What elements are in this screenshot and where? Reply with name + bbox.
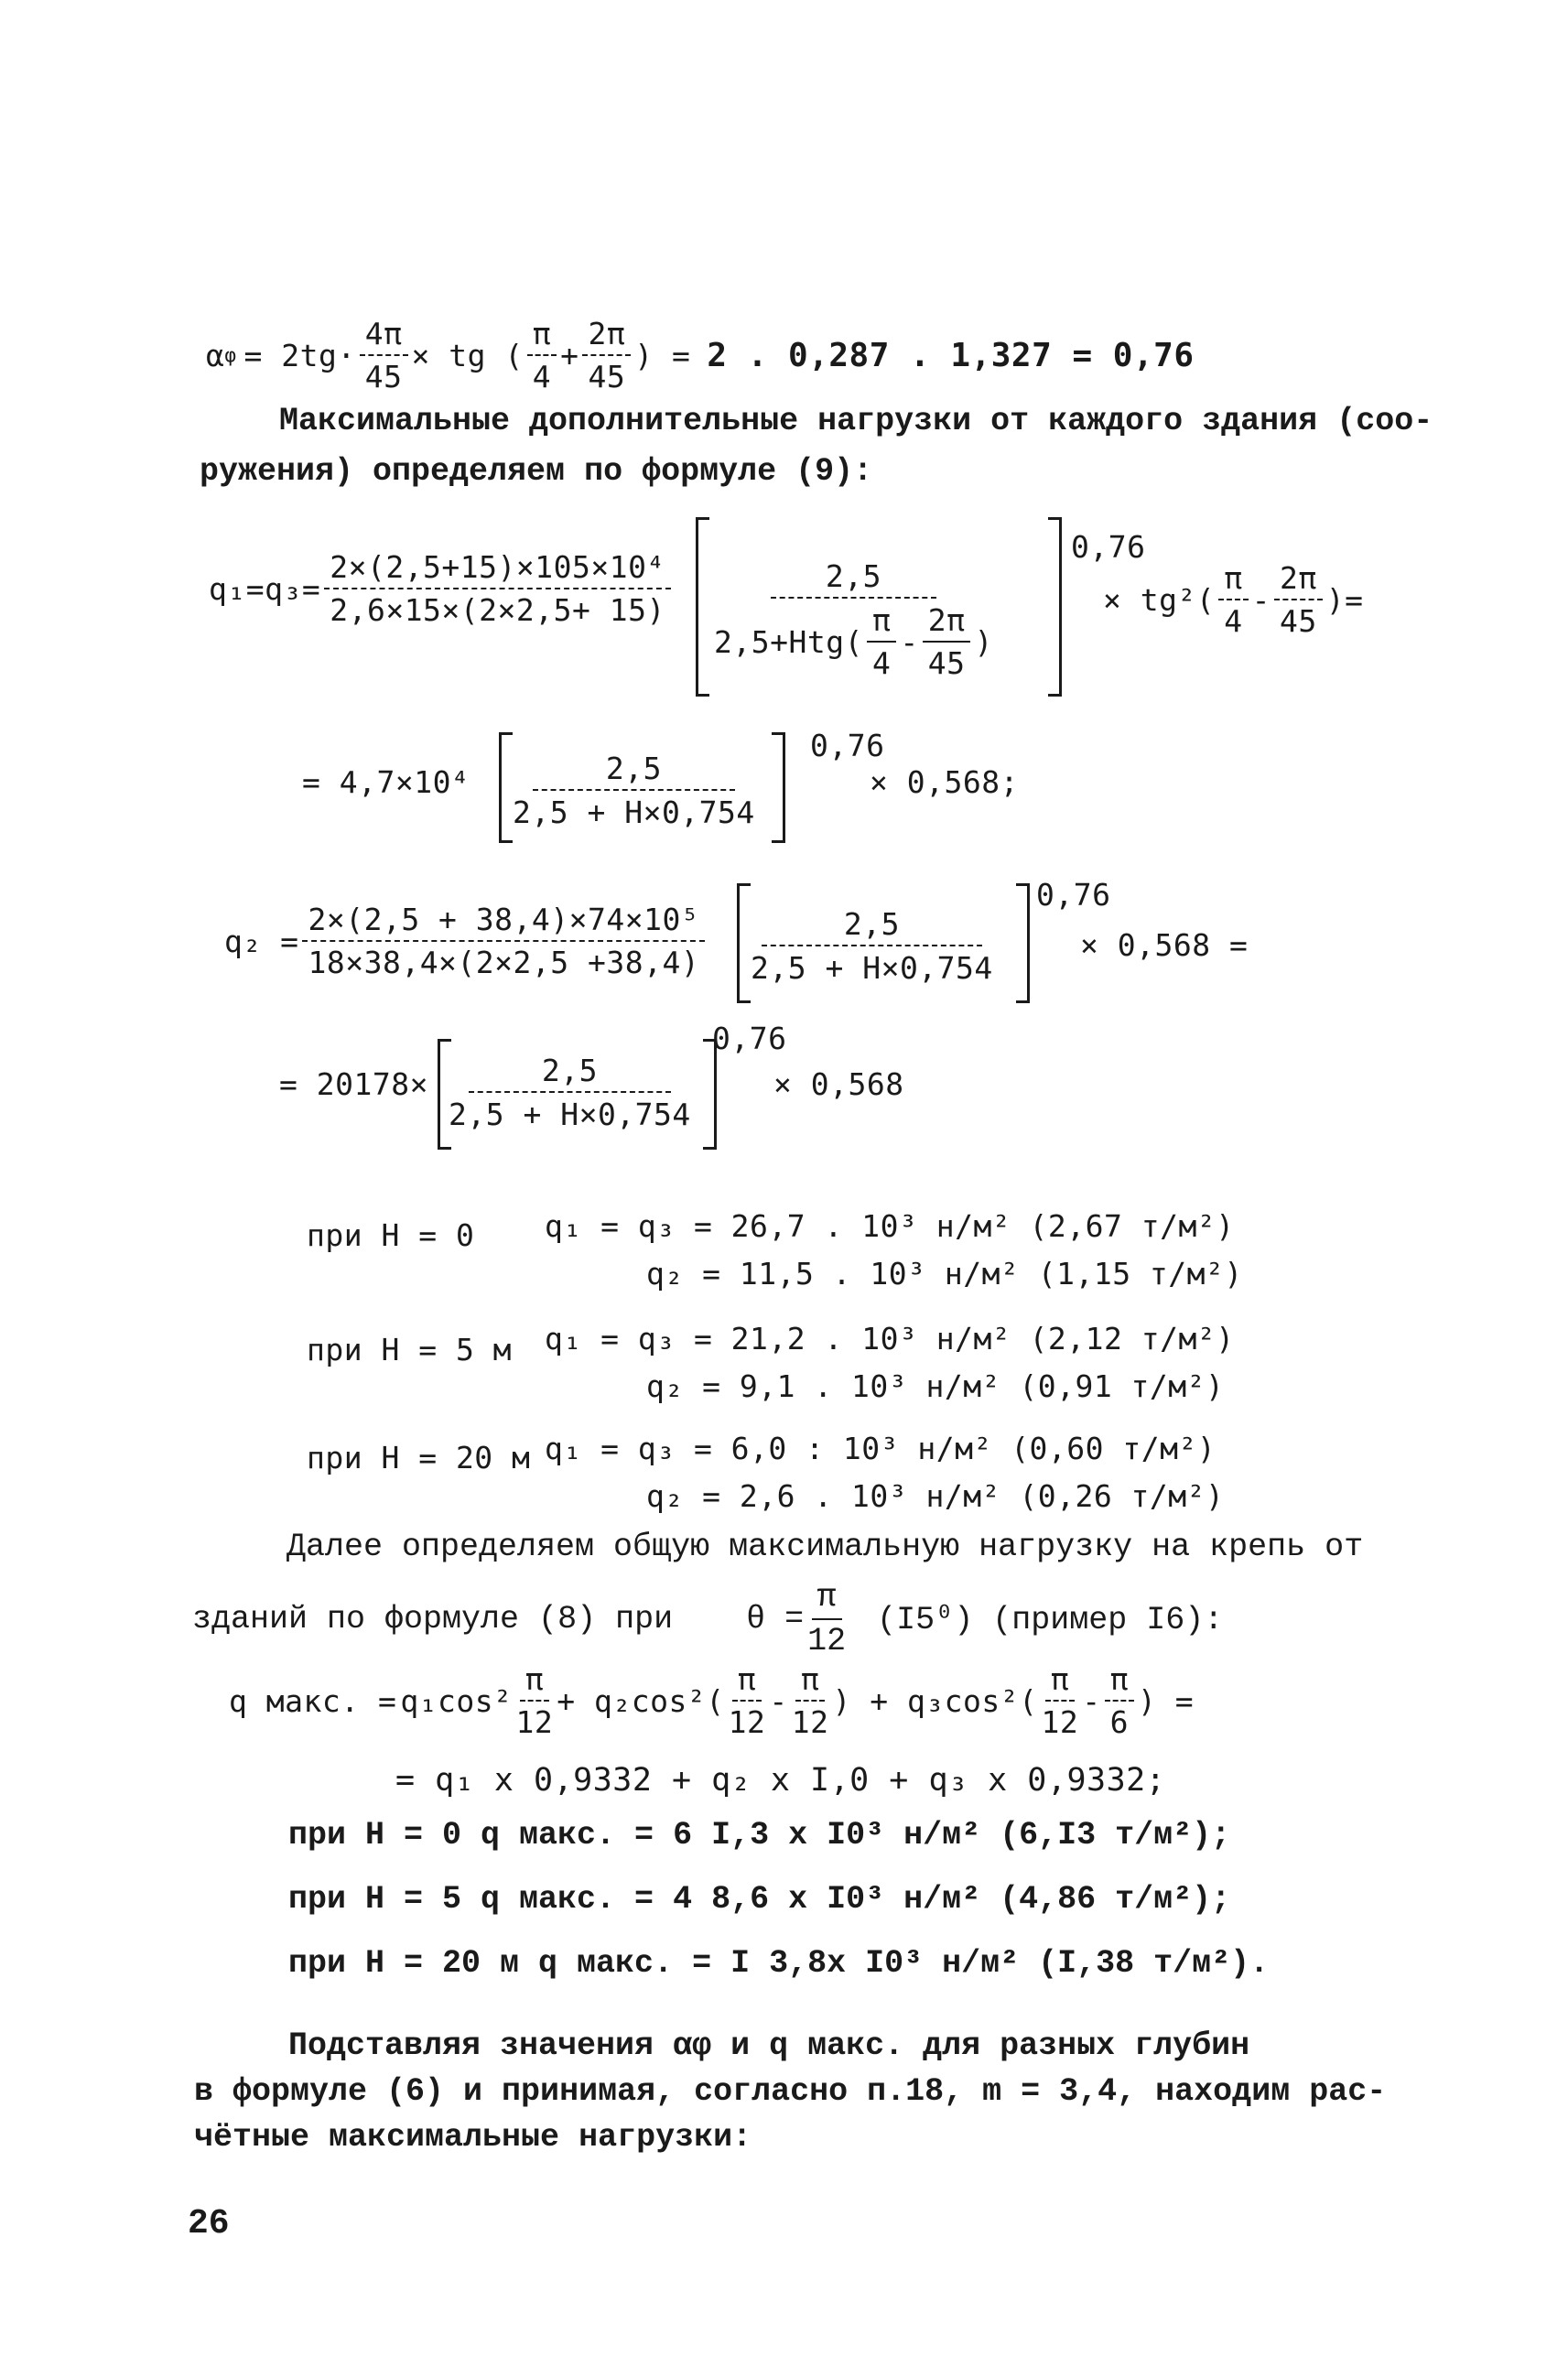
q2b-tail: × 0,568 [773,1066,904,1102]
result-h0-q2: q₂ = 11,5 . 10³ н/м² (1,15 т/м²) [646,1256,1243,1292]
paragraph-1-line-1: Максимальные дополнительные нагрузки от каждого здания (соо- [279,403,1433,439]
alpha-close: ) = [634,337,691,373]
q2b-lhs: = 20178× [279,1066,428,1102]
paragraph-3-line-1: Подставляя значения αφ и q макс. для разных глубин [288,2027,1250,2064]
result-h5-q1q3: q₁ = q₃ = 21,2 . 10³ н/м² (2,12 т/м²) [545,1321,1235,1357]
paragraph-3-line-2: в формуле (6) и принимая, согласно п.18, m = 3,4, находим рас- [194,2073,1387,2110]
paragraph-2-line-1: Далее определяем общую максимальную нагрузку на крепь от [287,1529,1364,1565]
times-tg: × tg ( [411,337,524,373]
qmax-result-h5: при H = 5 q макс. = 4 8,6 x I0³ н/м² (4,86 т/м²); [288,1881,1231,1918]
formula-alpha [206,316,1195,395]
paragraph-2-line-2: зданий по формуле (8) при θ = $\frac{\pi}{12}$ (I5⁰) (пример I6): [192,1579,1224,1659]
formula-q2 [224,902,708,980]
alpha-symbol: α [206,337,225,373]
q2-tail: × 0,568 = [1080,927,1249,963]
frac-4pi-45: $\frac{4\pi}{45}$ [360,316,408,395]
q1b-tail: × 0,568; [870,764,1019,800]
q1b-bracket-left [499,732,513,843]
plus-sign: + [560,337,579,373]
q1-main-fraction: $\frac{\text{2×(2,5+15)×105×10⁴}}{2,6\times 15\times(2\times 2,5+ 15)}$ [324,549,671,628]
formula-qmax-2: = q₁ x 0,9332 + q₂ x I,0 + q₃ x 0,9332; [395,1762,1166,1799]
q1b-lhs: = 4,7×10⁴ [302,764,470,800]
q2-inner: 2,5 2,5 + H×0,754 [751,906,993,986]
formula-qmax: q макс. = q₁cos² $\frac{\pi}{12}$ + q₂cos²( $\frac{\pi}{12}$ - $\frac{\pi}{12}$ ) + q₃cos²( $\frac{\pi}{12}$ - $\frac{\pi}{6}$ ) = [229,1661,1195,1740]
result-h5-cond: при H = 5 м [307,1332,513,1367]
q1-bracket-left [696,517,709,697]
q1b-bracket-right [772,732,785,843]
q1-lhs: q₁=q₃= [209,570,321,607]
q2-exponent: 0,76 [1036,877,1111,913]
paragraph-1-line-2: ружения) определяем по формуле (9): [200,453,873,490]
q1-inner-num: 2,5 [771,558,936,599]
paragraph-3-line-3: чётные максимальные нагрузки: [194,2119,752,2156]
q1b-fraction: 2,5 2,5 + H×0,754 [513,751,755,830]
alpha-sub: φ [224,344,237,366]
q1b-exponent: 0,76 [810,728,885,763]
q2-bracket-right [1016,883,1030,1003]
result-h20-cond: при H = 20 м [307,1440,531,1475]
result-h20-q1q3: q₁ = q₃ = 6,0 : 10³ н/м² (0,60 т/м²) [545,1431,1217,1466]
q2-lhs: q₂ = [224,923,299,959]
result-h5-q2: q₂ = 9,1 . 10³ н/м² (0,91 т/м²) [646,1368,1225,1404]
page-number: 26 [188,2204,230,2243]
frac-pi-4: $\frac{\pi}{4}$ [527,316,557,395]
q1-inner [714,558,993,681]
alpha-eq: = 2tg· [243,337,356,373]
frac-2pi-45: $\frac{2\pi}{45}$ [582,316,631,395]
formula-q1 [209,549,675,628]
alpha-result: 2 . 0,287 . 1,327 = 0,76 [707,336,1195,374]
q1-tail: × tg²( $\frac{\pi}{4}$ - $\frac{2\pi}{45}$ )= [1103,560,1364,639]
q1-bracket-right [1048,517,1062,697]
q1-inner-den: 2,5+Htg( $\frac{\pi}{4}$ - $\frac{2\pi}{45}$ ) [714,602,993,681]
qmax-result-h20: при H = 20 м q макс. = I 3,8x I0³ н/м² (I,38 т/м²). [288,1945,1270,1982]
result-h20-q2: q₂ = 2,6 . 10³ н/м² (0,26 т/м²) [646,1478,1225,1514]
q1-exponent: 0,76 [1071,529,1146,565]
q2-main-fraction: $\frac{\text{2×(2,5 + 38,4)×74×10⁵}}{18\times 38,4\times(2\times 2,5 +38,4)}$ [302,902,705,980]
result-h0-cond: при H = 0 [307,1217,475,1253]
q2b-fraction: 2,5 2,5 + H×0,754 [449,1053,691,1132]
qmax-result-h0: при H = 0 q макс. = 6 I,3 x I0³ н/м² (6,I3 т/м²); [288,1817,1231,1854]
q2b-exponent: 0,76 [712,1021,787,1056]
q2-bracket-left [737,883,751,1003]
result-h0-q1q3: q₁ = q₃ = 26,7 . 10³ н/м² (2,67 т/м²) [545,1208,1235,1244]
